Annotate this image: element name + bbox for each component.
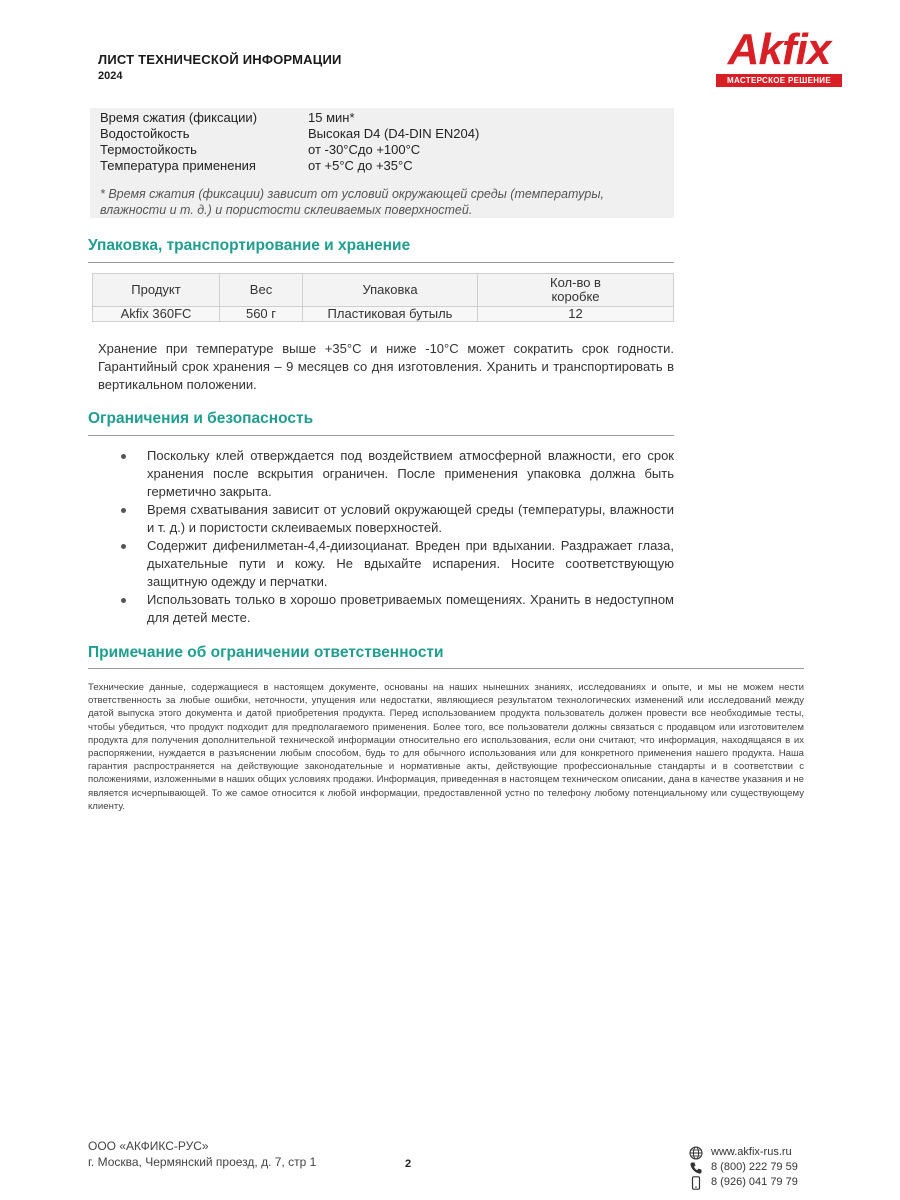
disclaimer-text: Технические данные, содержащиеся в настоящем документе, основаны на наших нынешних знаниях, исследованиях и опыте, и мы не можем нести ответственность за любые ошибки, неточности, упущения или недостатки, являющиеся результатом технологических изменений или исследований между датой выпуска этого документа и датой приобретения продукта. Перед использованием продукта пользователь должен провести все необходимые тесты, чтобы убедиться, что продукт подходит для предполагаемого применения. Более того, все пользователи должны связаться с продавцом или изготовителем продукта для получения дополнительной технической информации относительно его использования, если они считают, что информация, находящаяся в их распоряжении, нуждается в разъяснении любым способом, будь то для обычного использования или для конкретного применения нашего продукта. Наша гарантия распространяется на действующие законодательные и нормативные акты, действующие профессиональные стандарты и в соответствии с положениями, изложенными в наших общих условиях продажи. Информация, приведенная в настоящем техническом описании, дана в качестве указания и не является исчерпывающей. То же самое относится к любой информации, предоставленной устно по телефону любому потенциальному или существующему клиенту. <box>88 682 804 812</box>
list-item <box>118 591 674 627</box>
column-header-weight: Вес <box>220 274 303 307</box>
section-divider <box>88 435 674 436</box>
phone-number-1[interactable]: 8 (800) 222 79 59 <box>711 1161 798 1173</box>
property-label: Термостойкость <box>100 142 197 157</box>
footer-company-block <box>88 1138 316 1170</box>
column-header-packaging: Упаковка <box>303 274 478 307</box>
footer-contacts <box>689 1145 798 1190</box>
property-value: от -30°Cдо +100°C <box>308 142 421 157</box>
property-label: Температура применения <box>100 158 256 173</box>
bullet-icon <box>121 598 126 603</box>
mobile-row <box>689 1175 798 1190</box>
packaging-heading: Упаковка, транспортирование и хранение <box>88 237 411 254</box>
list-item-text: Содержит дифенилметан-4,4-диизоцианат. Вреден при вдыхании. Раздражает глаза, дыхательные пути и кожу. Не вдыхайте испарения. Носите соответствующую защитную одежду и перчатки. <box>147 538 674 589</box>
list-item <box>118 537 674 591</box>
safety-heading: Ограничения и безопасность <box>88 410 314 427</box>
cell-weight: 560 г <box>220 307 303 322</box>
mobile-phone-icon <box>689 1176 703 1190</box>
bullet-icon <box>121 544 126 549</box>
property-label: Время сжатия (фиксации) <box>100 110 258 125</box>
table-header-row <box>93 274 674 307</box>
logo-wordmark: Akfix <box>727 25 831 74</box>
table-row <box>93 307 674 322</box>
property-value: от +5°C до +35°C <box>308 158 413 173</box>
list-item <box>118 501 674 537</box>
bullet-icon <box>121 508 126 513</box>
column-header-product: Продукт <box>93 274 220 307</box>
safety-list <box>118 447 674 627</box>
property-label: Водостойкость <box>100 126 190 141</box>
property-value: Высокая D4 (D4-DIN EN204) <box>308 126 480 141</box>
packaging-table <box>92 273 674 322</box>
phone-icon <box>689 1161 703 1175</box>
quantity-header-text: Кол-во в коробке <box>550 275 601 304</box>
logo-tagline: МАСТЕРСКОЕ РЕШЕНИЕ <box>716 74 842 87</box>
section-divider <box>88 668 804 669</box>
list-item-text: Использовать только в хорошо проветриваемых помещениях. Хранить в недоступном для детей месте. <box>147 592 674 625</box>
properties-block <box>90 108 674 218</box>
globe-icon <box>689 1146 703 1160</box>
cell-packaging: Пластиковая бутыль <box>303 307 478 322</box>
list-item <box>118 447 674 501</box>
cell-quantity: 12 <box>478 307 674 322</box>
website-row <box>689 1145 798 1160</box>
page-number: 2 <box>405 1158 412 1170</box>
phone-number-2[interactable]: 8 (926) 041 79 79 <box>711 1176 798 1188</box>
section-divider <box>88 262 674 263</box>
website-link[interactable]: www.akfix-rus.ru <box>711 1146 792 1158</box>
akfix-logo <box>716 26 842 88</box>
disclaimer-heading: Примечание об ограничении ответственности <box>88 644 444 661</box>
document-year: 2024 <box>98 70 123 82</box>
cell-product: Akfix 360FC <box>93 307 220 322</box>
property-value: 15 мин* <box>308 110 355 125</box>
properties-footnote: * Время сжатия (фиксации) зависит от условий окружающей среды (температуры, влажности и т. д.) и пористости склеиваемых поверхностей. <box>100 187 605 217</box>
column-header-quantity <box>478 274 674 307</box>
phone-row <box>689 1160 798 1175</box>
company-address: г. Москва, Чермянский проезд, д. 7, стр 1 <box>88 1155 317 1169</box>
list-item-text: Время схватывания зависит от условий окружающей среды (температуры, влажности и т. д.) и пористости склеиваемых поверхностей. <box>147 502 674 535</box>
document-title: ЛИСТ ТЕХНИЧЕСКОЙ ИНФОРМАЦИИ <box>98 52 342 67</box>
list-item-text: Поскольку клей отверждается под воздействием атмосферной влажности, его срок хранения после вскрытия ограничен. После применения упаковка должна быть герметично закрыта. <box>147 448 674 499</box>
storage-paragraph: Хранение при температуре выше +35°C и ниже -10°C может сократить срок годности. Гарантийный срок хранения – 9 месяцев со дня изготовления. Хранить и транспортировать в вертикальном положении. <box>98 341 674 392</box>
bullet-icon <box>121 454 126 459</box>
company-name: ООО «АКФИКС-РУС» <box>88 1139 209 1153</box>
